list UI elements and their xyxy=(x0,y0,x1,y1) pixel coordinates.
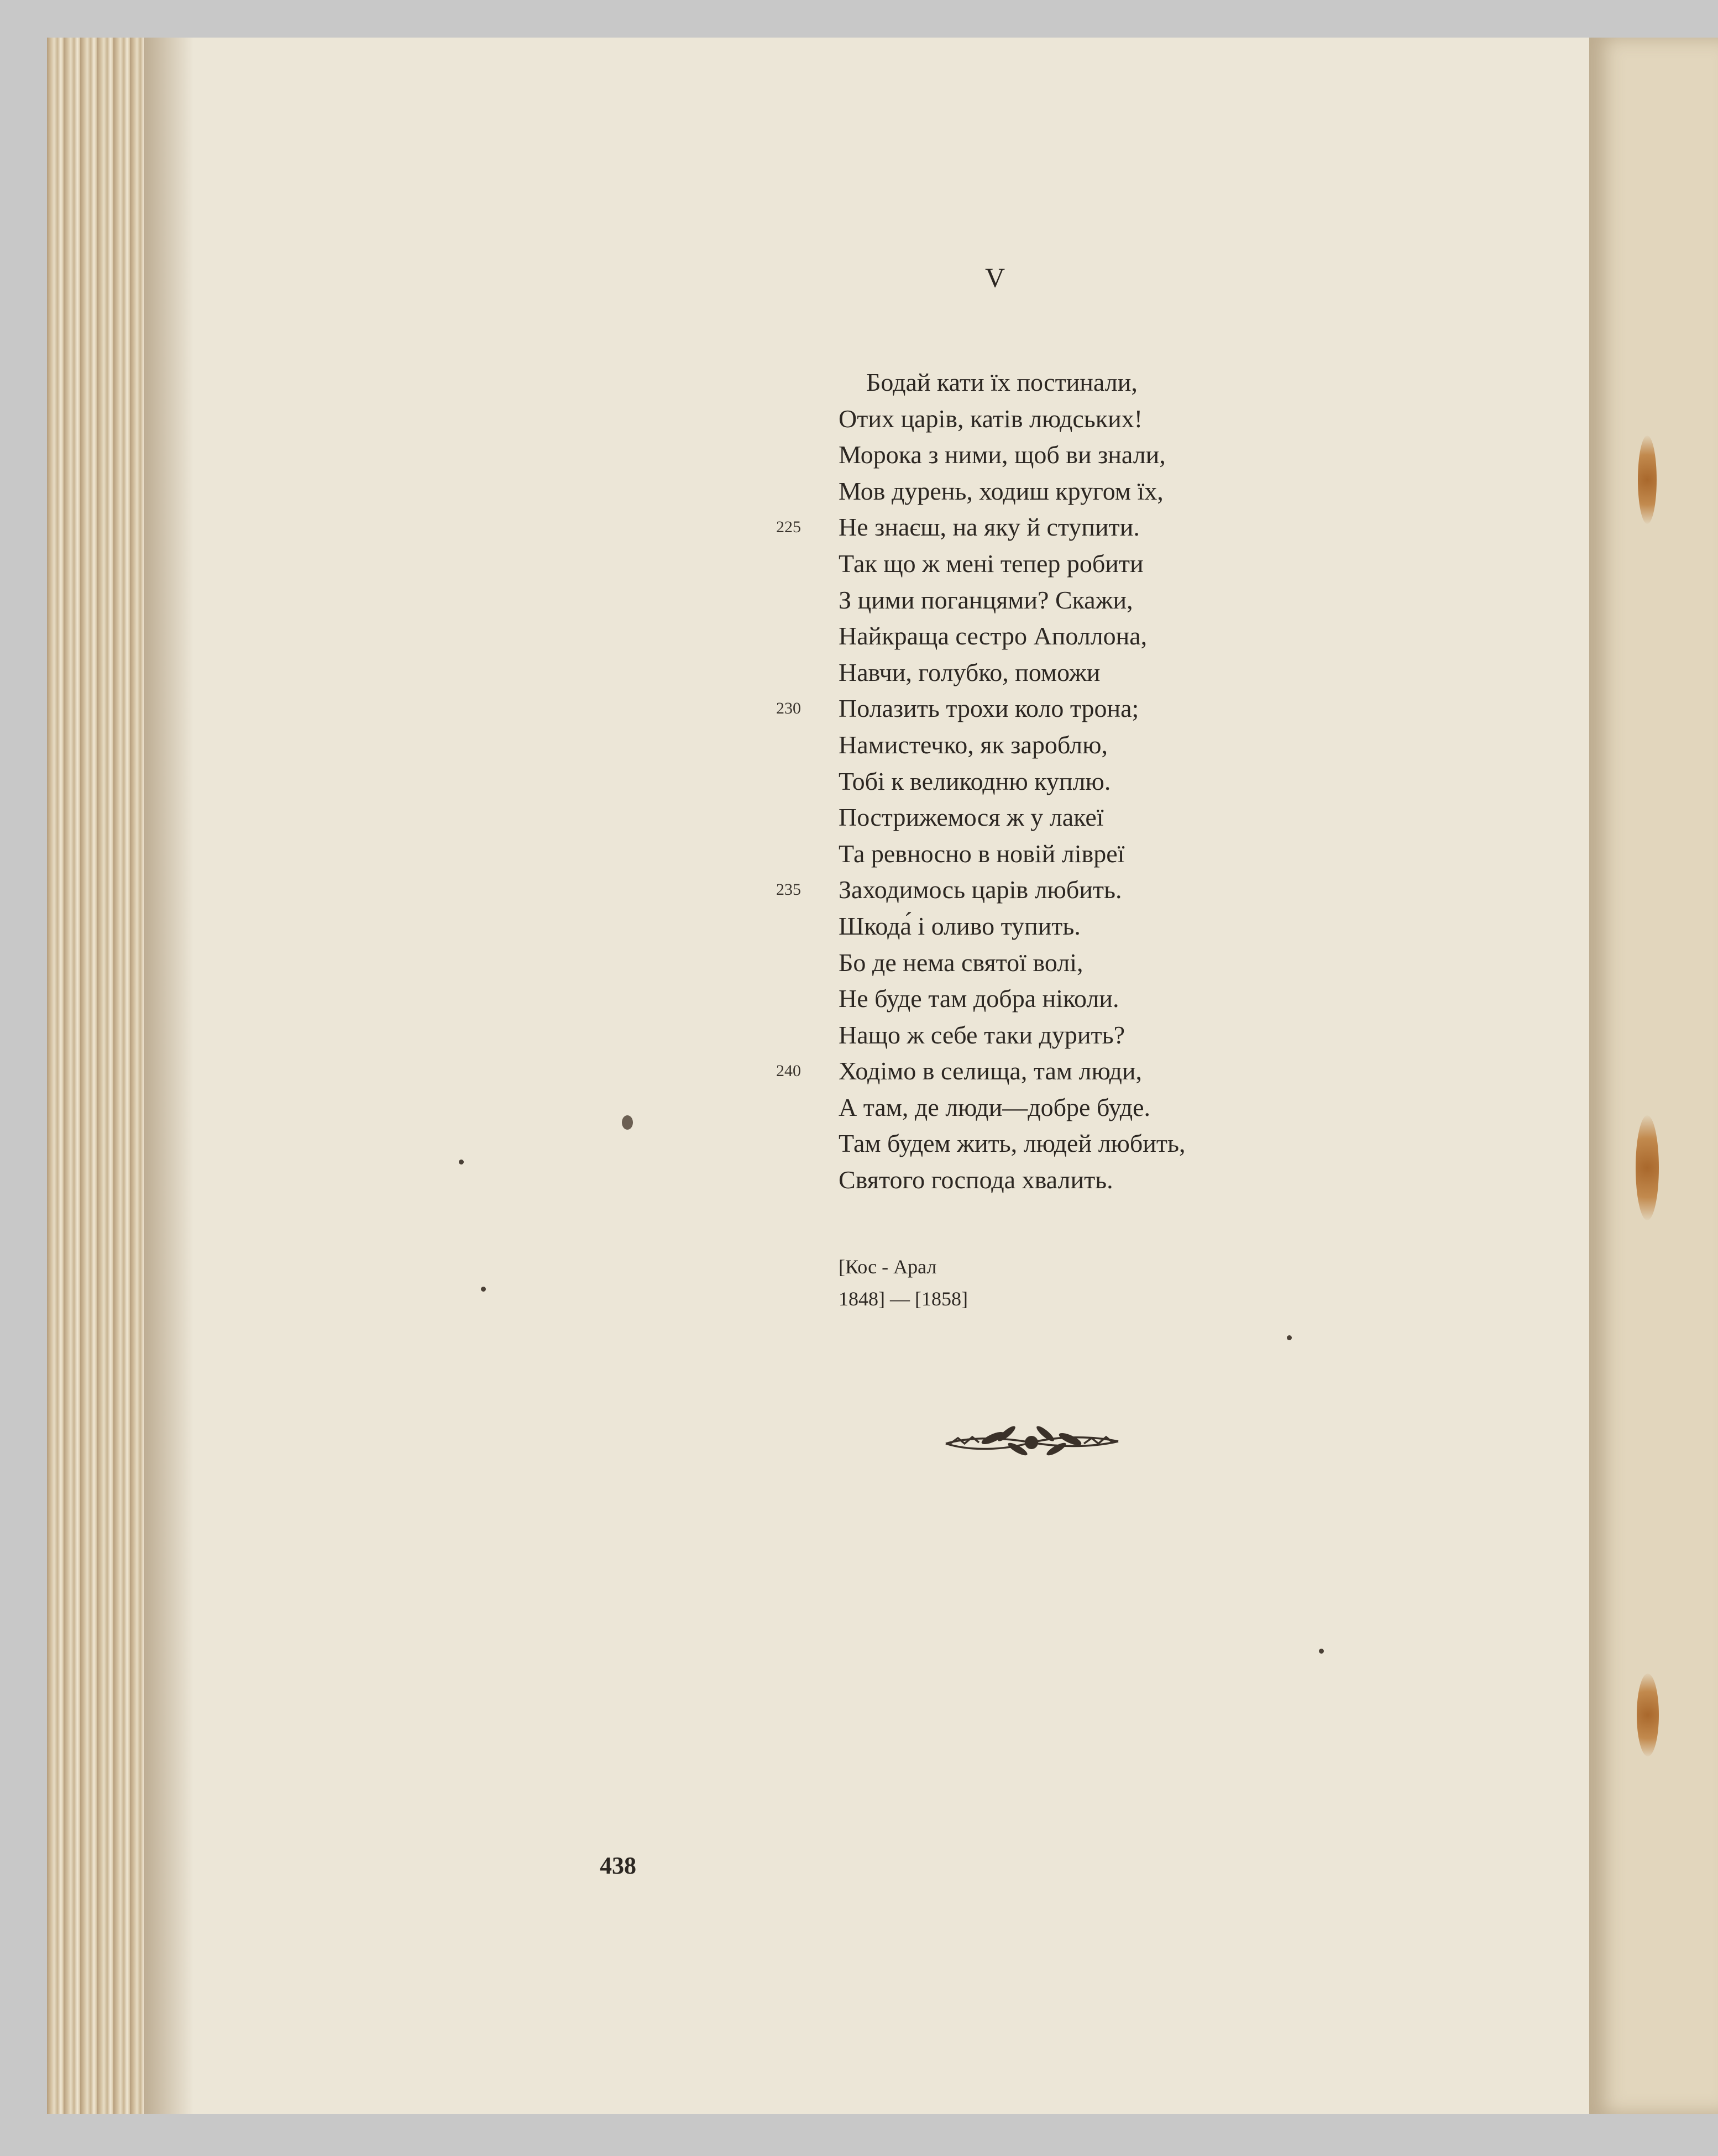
poem-text xyxy=(776,364,1186,1198)
speck xyxy=(1319,1649,1324,1654)
line-number: 230 xyxy=(776,699,801,718)
poem-line-text: Там будем жить, людей любить, xyxy=(839,1129,1186,1158)
colophon-place: [Кос - Арал xyxy=(839,1256,937,1278)
poem-line-text: А там, де люди—добре буде. xyxy=(839,1093,1151,1121)
poem-line xyxy=(839,945,1186,981)
book-scan xyxy=(47,38,1718,2114)
facing-page-edge xyxy=(1589,38,1718,2114)
poem-line xyxy=(839,618,1186,654)
poem-line xyxy=(839,1162,1186,1198)
poem-line-text: Святого господа хвалить. xyxy=(839,1166,1113,1194)
poem-line-text: Ходімо в селища, там люди, xyxy=(839,1057,1143,1085)
poem-line-text: З цими поганцями? Скажи, xyxy=(839,585,1133,614)
laurel-branch-ornament-icon xyxy=(940,1419,1123,1463)
poem-line xyxy=(839,545,1186,582)
poem-line xyxy=(839,799,1186,836)
speck xyxy=(459,1160,464,1164)
stain xyxy=(1638,436,1657,524)
book-page xyxy=(144,38,1636,2114)
poem-line-text: Тобі к великодню куплю. xyxy=(839,767,1111,795)
poem-line-text: Отих царів, катів людських! xyxy=(839,404,1143,433)
poem-line xyxy=(839,473,1186,510)
poem-line-text: Морока з ними, щоб ви знали, xyxy=(839,440,1166,469)
poem-line-text: Полазить трохи коло трона; xyxy=(839,694,1139,723)
speck xyxy=(622,1115,633,1130)
poem-line-text: Не знаєш, на яку й ступити. xyxy=(839,513,1140,542)
poem-line-text: Бодай кати їх постинали, xyxy=(866,368,1138,396)
line-number: 225 xyxy=(776,518,801,537)
poem-line xyxy=(776,872,1186,908)
poem-line xyxy=(839,582,1186,618)
poem-line xyxy=(839,908,1186,945)
colophon xyxy=(839,1251,968,1315)
poem-line-text: Найкраща сестро Аполлона, xyxy=(839,622,1148,651)
poem-line xyxy=(776,1053,1186,1089)
poem-line-text: Пострижемося ж у лакеї xyxy=(839,803,1104,832)
speck xyxy=(1287,1335,1292,1340)
poem-line xyxy=(839,1089,1186,1126)
poem-line-text: Бо де нема святої волі, xyxy=(839,948,1083,977)
poem-line-text: Навчи, голубко, поможи xyxy=(839,658,1101,686)
page-number: 438 xyxy=(600,1852,636,1879)
poem-line xyxy=(839,836,1186,872)
stain xyxy=(1637,1674,1659,1756)
poem-line-text: Нащо ж себе таки дурить? xyxy=(839,1020,1125,1049)
line-number: 240 xyxy=(776,1062,801,1080)
poem-line xyxy=(839,980,1186,1017)
speck xyxy=(481,1287,486,1292)
poem-line-text: Так що ж мені тепер робити xyxy=(839,549,1144,578)
stain xyxy=(1636,1115,1659,1220)
poem-line xyxy=(776,690,1186,727)
poem-line xyxy=(839,364,1186,401)
section-heading: V xyxy=(984,262,1005,293)
page-shadow xyxy=(144,38,193,2114)
poem-line xyxy=(839,763,1186,800)
line-number: 235 xyxy=(776,880,801,899)
poem-line xyxy=(839,727,1186,763)
poem-line xyxy=(839,654,1186,691)
poem-line-text: Не буде там добра ніколи. xyxy=(839,984,1119,1013)
colophon-dates: 1848] — [1858] xyxy=(839,1288,968,1310)
poem-line xyxy=(839,1125,1186,1162)
poem-line-text: Мов дурень, ходиш кругом їх, xyxy=(839,476,1164,505)
page-edges xyxy=(47,38,144,2114)
poem-line xyxy=(839,1017,1186,1053)
poem-line xyxy=(839,401,1186,437)
poem-line-text: Заходимось царів любить. xyxy=(839,875,1122,904)
poem-line xyxy=(839,437,1186,473)
poem-line-text: Та ревносно в новій лівреї xyxy=(839,839,1125,868)
poem-line xyxy=(776,509,1186,545)
poem-line-text: Намистечко, як зароблю, xyxy=(839,730,1108,759)
poem-line-text: Шкода́ і оливо тупить. xyxy=(839,911,1081,940)
